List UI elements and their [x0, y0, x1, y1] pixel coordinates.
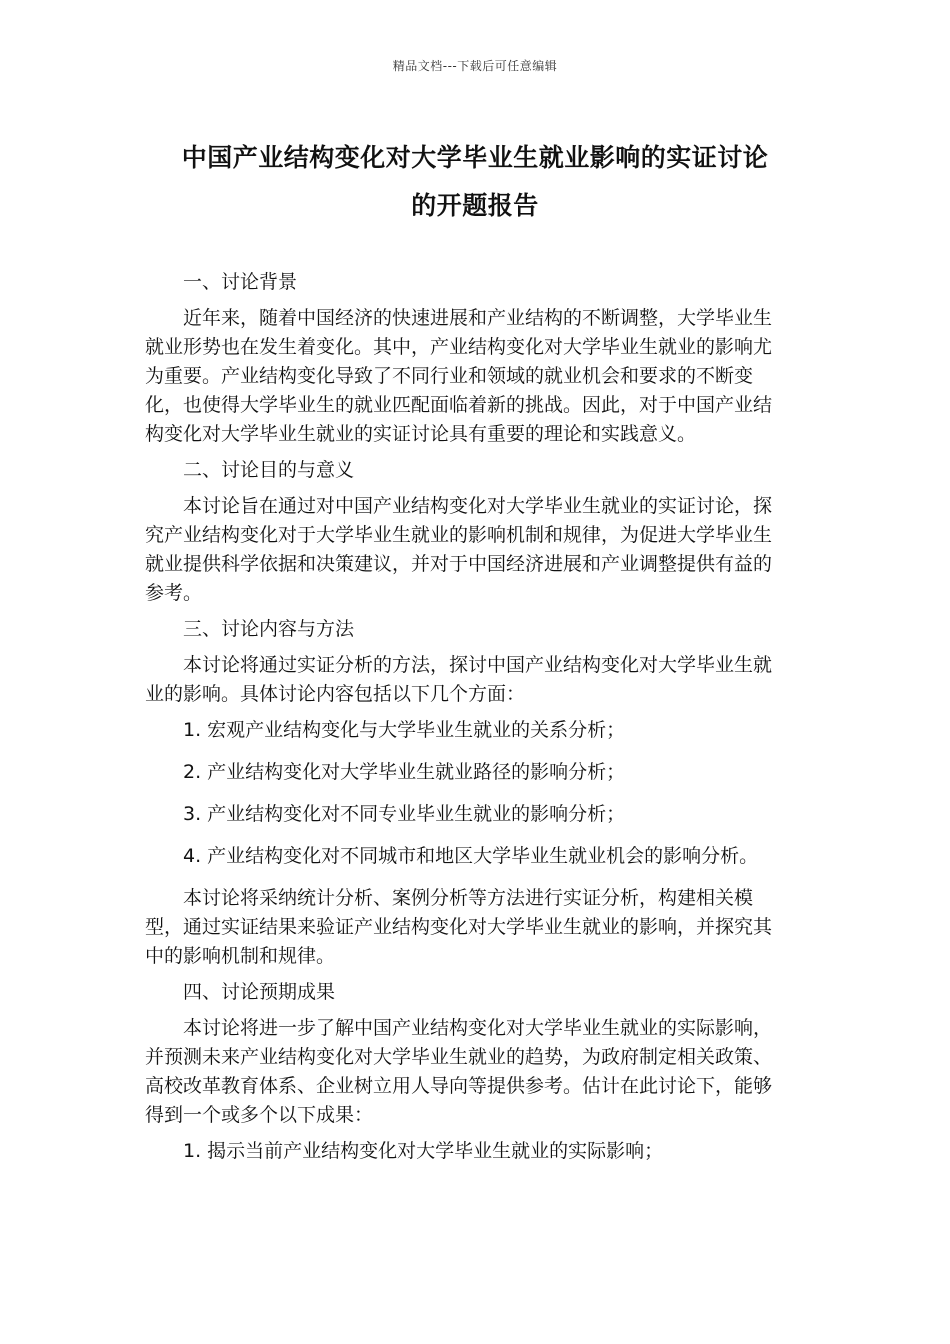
- list-item: 3. 产业结构变化对不同专业毕业生就业的影响分析；: [183, 803, 626, 825]
- paragraph-methods: 本讨论将采纳统计分析、案例分析等方法进行实证分析，构建相关模型，通过实证结果来验证产业结构变化对大学毕业生就业的影响，并探究其中的影响机制和规律。: [145, 887, 773, 967]
- document-body: [145, 268, 790, 1179]
- paragraph-content-intro: 本讨论将通过实证分析的方法，探讨中国产业结构变化对大学毕业生就业的影响。具体讨论内容包括以下几个方面：: [145, 654, 773, 705]
- list-item: 1. 宏观产业结构变化与大学毕业生就业的关系分析；: [183, 719, 626, 741]
- list-item: 2. 产业结构变化对大学毕业生就业路径的影响分析；: [183, 761, 626, 783]
- list-item: 1. 揭示当前产业结构变化对大学毕业生就业的实际影响；: [183, 1140, 664, 1162]
- section-heading-content-method: 三、讨论内容与方法: [183, 618, 355, 640]
- paragraph-expected-results: 本讨论将进一步了解中国产业结构变化对大学毕业生就业的实际影响，并预测未来产业结构变化对大学毕业生就业的趋势，为政府制定相关政策、高校改革教育体系、企业树立用人导向等提供参考。估计在此讨论下，能够得到一个或多个以下成果：: [145, 1017, 773, 1126]
- section-heading-expected-results: 四、讨论预期成果: [183, 981, 336, 1003]
- title-line-2: 的开题报告: [411, 191, 539, 220]
- paragraph-background: 近年来，随着中国经济的快速进展和产业结构的不断调整，大学毕业生就业形势也在发生着变化。其中，产业结构变化对大学毕业生就业的影响尤为重要。产业结构变化导致了不同行业和领域的就业机会和要求的不断变化，也使得大学毕业生的就业匹配面临着新的挑战。因此，对于中国产业结构变化对大学毕业生就业的实证讨论具有重要的理论和实践意义。: [145, 307, 773, 445]
- section-heading-purpose: 二、讨论目的与意义: [183, 459, 355, 481]
- title-line-1: 中国产业结构变化对大学毕业生就业影响的实证讨论: [181, 143, 769, 172]
- document-title: [120, 134, 830, 230]
- list-item: 4. 产业结构变化对不同城市和地区大学毕业生就业机会的影响分析。: [183, 845, 759, 867]
- header-note: 精品文档---下载后可任意编辑: [392, 59, 558, 73]
- paragraph-purpose: 本讨论旨在通过对中国产业结构变化对大学毕业生就业的实证讨论，探究产业结构变化对于大学毕业生就业的影响机制和规律，为促进大学毕业生就业提供科学依据和决策建议，并对于中国经济进展和产业调整提供有益的参考。: [145, 495, 773, 604]
- section-heading-background: 一、讨论背景: [183, 271, 298, 293]
